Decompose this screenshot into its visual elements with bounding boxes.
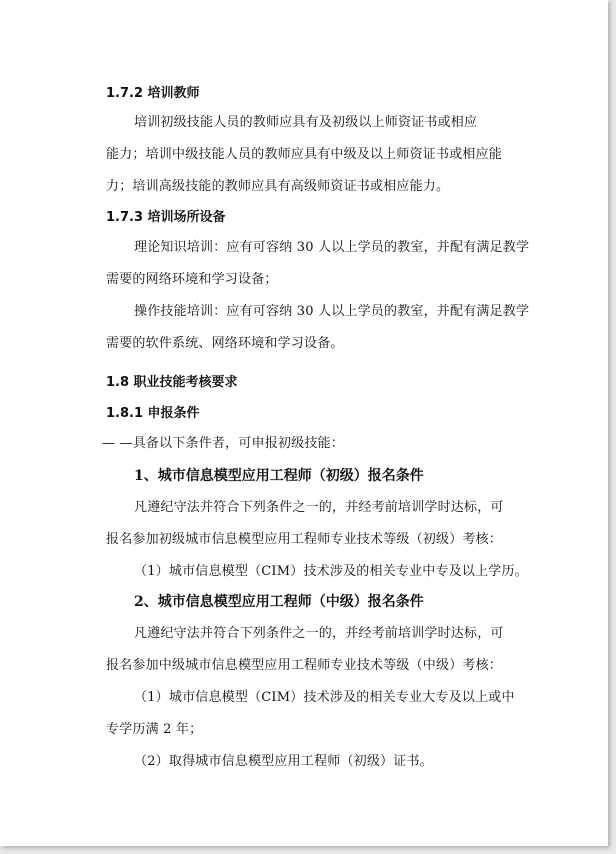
heading-1-8: 1.8 职业技能考核要求 — [106, 375, 238, 390]
text-line: 培训初级技能人员的教师应具有及初级以上师资证书或相应 — [134, 115, 478, 130]
text-line: 凡遵纪守法并符合下列条件之一的，并经考前培训学时达标，可 — [134, 500, 504, 515]
paragraph-training-teachers — [106, 107, 526, 203]
text-line: 报名参加初级城市信息模型应用工程师专业技术等级（初级）考核： — [106, 532, 503, 547]
text-line: 力；培训高级技能的教师应具有高级师资证书或相应能力。 — [106, 179, 450, 194]
heading-1-8-1: 1.8.1 申报条件 — [106, 406, 200, 421]
text-line: 需要的网络环境和学习设备； — [106, 272, 278, 287]
text-line: 需要的软件系统、网络环境和学习设备。 — [106, 336, 344, 351]
intro-line — [102, 428, 522, 460]
paragraph-operation-training — [106, 296, 530, 360]
mid-condition-title: 2、城市信息模型应用工程师（中级）报名条件 — [134, 594, 424, 610]
paragraph-theory-training — [106, 232, 530, 296]
heading-1-7-3: 1.7.3 培训场所设备 — [106, 210, 226, 225]
text-line: 能力；培训中级技能人员的教师应具有中级及以上师资证书或相应能 — [106, 147, 503, 162]
paragraph-junior-conditions — [106, 492, 526, 588]
text-line: — —具备以下条件者，可申报初级技能： — [102, 436, 344, 451]
text-line: （1）城市信息模型（CIM）技术涉及的相关专业大专及以上或中 — [134, 690, 515, 705]
text-line: （2）取得城市信息模型应用工程师（初级）证书。 — [134, 754, 433, 769]
junior-condition-title: 1、城市信息模型应用工程师（初级）报名条件 — [134, 468, 424, 484]
paragraph-mid-conditions — [106, 618, 526, 778]
text-line: 理论知识培训：应有可容纳 30 人以上学员的教室，并配有满足教学 — [134, 240, 530, 255]
text-line: 操作技能培训：应有可容纳 30 人以上学员的教室，并配有满足教学 — [134, 304, 530, 319]
text-line: （1）城市信息模型（CIM）技术涉及的相关专业中专及以上学历。 — [134, 564, 528, 579]
text-line: 报名参加中级城市信息模型应用工程师专业技术等级（中级）考核： — [106, 658, 503, 673]
text-line: 专学历满 2 年； — [106, 722, 203, 737]
heading-1-7-2: 1.7.2 培训教师 — [106, 86, 200, 101]
text-line: 凡遵纪守法并符合下列条件之一的，并经考前培训学时达标，可 — [134, 626, 504, 641]
